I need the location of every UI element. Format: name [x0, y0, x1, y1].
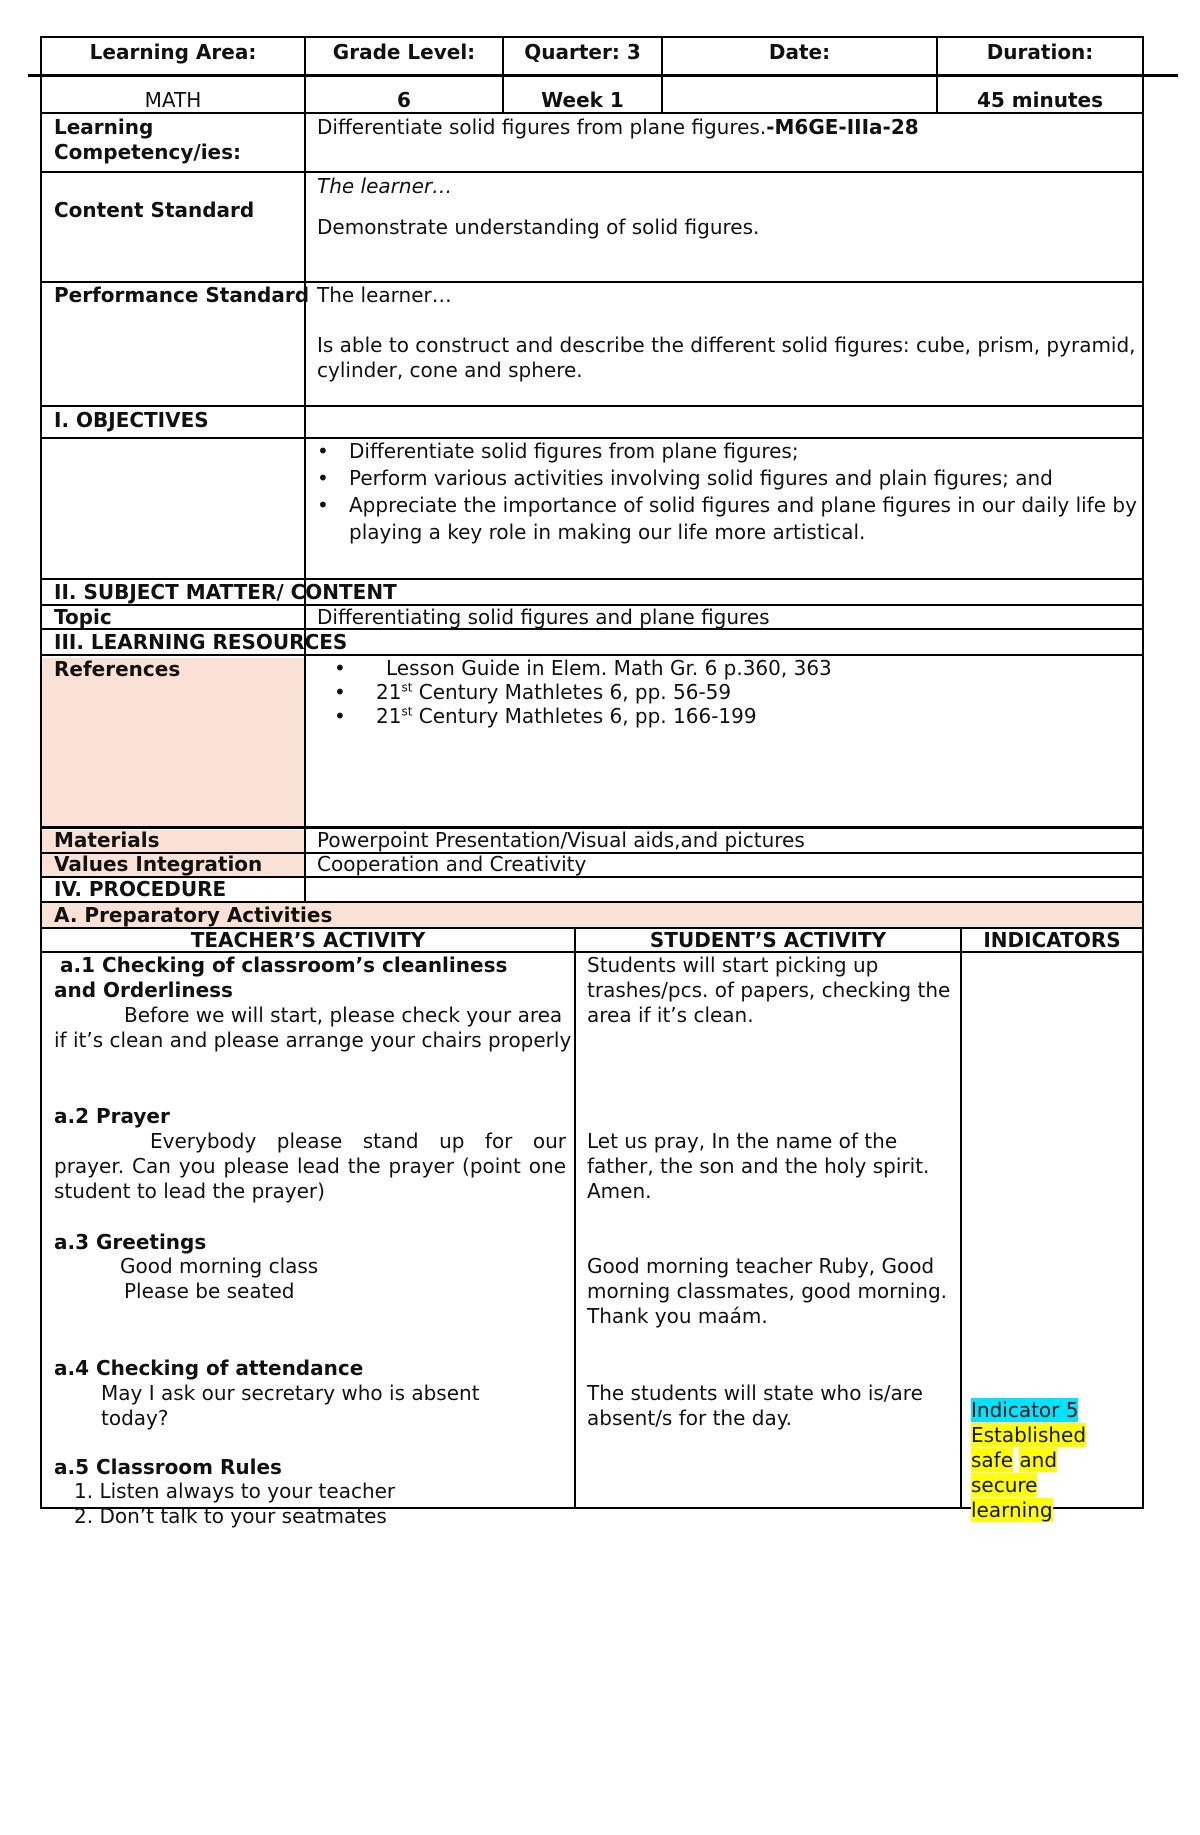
materials-label: Materials — [54, 828, 160, 852]
a3-line2: Please be seated — [124, 1279, 295, 1303]
indicator-word: and — [1019, 1448, 1058, 1472]
competency-code: -M6GE-IIIa-28 — [766, 115, 919, 139]
rule-student-indicator — [960, 927, 962, 1508]
rule-item-text: Listen always to your teacher — [99, 1479, 396, 1503]
a4-text: May I ask our secretary who is absent today? — [101, 1381, 480, 1430]
duration-value: 45 minutes — [977, 88, 1103, 112]
reference-item — [330, 656, 1130, 680]
reference-item — [330, 704, 1130, 728]
rule-right — [1142, 36, 1144, 1509]
performance-standard-intro: The learner… — [317, 283, 452, 307]
a4-title: a.4 Checking of attendance — [54, 1356, 364, 1380]
reference-item — [330, 680, 1130, 704]
preparatory-heading: A. Preparatory Activities — [54, 903, 333, 927]
competency-statement: Differentiate solid figures from plane figures. — [317, 115, 767, 139]
subject-matter-heading: II. SUBJECT MATTER/ CONTENT — [54, 580, 397, 604]
a2-text: Everybody please stand up for our prayer. Can you please lead the prayer (point one student to lead the prayer) — [54, 1129, 566, 1203]
week-value: Week 1 — [541, 88, 624, 112]
objectives-list — [313, 438, 1139, 546]
materials-value: Powerpoint Presentation/Visual aids,and pictures — [317, 828, 805, 852]
objective-item: • Differentiate solid figures from plane figures; — [313, 438, 1139, 465]
topic-label: Topic — [54, 605, 112, 629]
rule-competency-bottom — [40, 171, 1144, 173]
student-activity-header: STUDENT’S ACTIVITY — [649, 928, 887, 952]
rule-header-mid — [28, 74, 1178, 77]
date-label: Date: — [768, 40, 831, 64]
grade-level-label: Grade Level: — [332, 40, 476, 64]
values-integration-label: Values Integration — [54, 852, 263, 876]
rule-item-text: Don’t talk to your seatmates — [99, 1504, 387, 1528]
content-standard-text: Demonstrate understanding of solid figures. — [317, 215, 760, 239]
reference-ordinal: 21 — [376, 704, 402, 728]
a3-student-response: Good morning teacher Ruby, Good morning classmates, good morning. Thank you maám. — [587, 1254, 947, 1328]
a1-text: Before we will start, please check your area if it’s clean and please arrange your chairs properly — [54, 1003, 572, 1052]
topic-value: Differentiating solid figures and plane figures — [317, 605, 770, 629]
content-standard-label: Content Standard — [54, 198, 255, 222]
performance-standard-text: Is able to construct and describe the different solid figures: cube, prism, pyramid, cylinder, cone and sphere. — [317, 333, 1136, 382]
rule-performance-bottom — [40, 405, 1144, 407]
a2-title: a.2 Prayer — [54, 1104, 170, 1128]
learning-area-label: Learning Area: — [89, 40, 257, 64]
objective-item: • Perform various activities involving solid figures and plain figures; and — [313, 465, 1139, 492]
learning-area-value: MATH — [144, 88, 202, 112]
a4-student-response: The students will state who is/are absent/s for the day. — [587, 1381, 923, 1430]
a1-title: a.1 Checking of classroom’s cleanliness and Orderliness — [54, 953, 508, 1002]
objectives-heading: I. OBJECTIVES — [54, 408, 209, 432]
content-standard-intro: The learner… — [317, 174, 453, 198]
teacher-activity-header: TEACHER’S ACTIVITY — [190, 928, 426, 952]
reference-ordinal-suffix: st — [401, 704, 413, 719]
performance-standard-label: Performance Standard — [54, 283, 310, 307]
competency-label: Learning Competency/ies: — [54, 115, 242, 164]
indicator-title: Indicator 5 — [971, 1398, 1079, 1422]
references-label: References — [54, 657, 181, 681]
indicators-header: INDICATORS — [983, 928, 1121, 952]
grade-level-value: 6 — [397, 88, 411, 112]
reference-ordinal-suffix: st — [401, 680, 413, 695]
rule-teacher-student — [574, 927, 576, 1508]
resources-heading: III. LEARNING RESOURCES — [54, 630, 348, 654]
a5-title: a.5 Classroom Rules — [54, 1455, 282, 1479]
indicator-word: secure — [971, 1473, 1038, 1497]
indicator-word: safe — [971, 1448, 1014, 1472]
indicator-note — [971, 1398, 1141, 1523]
values-integration-value: Cooperation and Creativity — [317, 852, 587, 876]
rule-item-1: 1. Listen always to your teacher — [74, 1479, 396, 1503]
objective-item: • Appreciate the importance of solid figures and plane figures in our daily life by playing a key role in making our life more artistical. — [313, 492, 1139, 546]
duration-label: Duration: — [986, 40, 1094, 64]
rule-top — [40, 36, 1144, 38]
reference-text: Century Mathletes 6, pp. 166-199 — [412, 704, 757, 728]
references-list — [330, 656, 1130, 728]
reference-text: Lesson Guide in Elem. Math Gr. 6 p.360, 363 — [386, 656, 832, 680]
reference-ordinal: 21 — [376, 680, 402, 704]
competency-text — [317, 115, 919, 140]
indicator-word: learning — [971, 1498, 1053, 1522]
references-label-fill — [41, 658, 305, 828]
rule-item-2: 2. Don’t talk to your seatmates — [74, 1504, 387, 1528]
a2-student-response: Let us pray, In the name of the father, the son and the holy spirit. Amen. — [587, 1129, 930, 1203]
rule-label-col — [304, 36, 306, 902]
indicator-word: Established — [971, 1423, 1087, 1447]
procedure-heading: IV. PROCEDURE — [54, 877, 227, 901]
a1-student-response: Students will start picking up trashes/pcs. of papers, checking the area if it’s clean. — [587, 953, 951, 1027]
rule-left — [40, 36, 42, 1509]
reference-text: Century Mathletes 6, pp. 56-59 — [412, 680, 732, 704]
a3-line1: Good morning class — [120, 1254, 319, 1278]
quarter-label: Quarter: 3 — [524, 40, 641, 64]
a3-title: a.3 Greetings — [54, 1230, 207, 1254]
